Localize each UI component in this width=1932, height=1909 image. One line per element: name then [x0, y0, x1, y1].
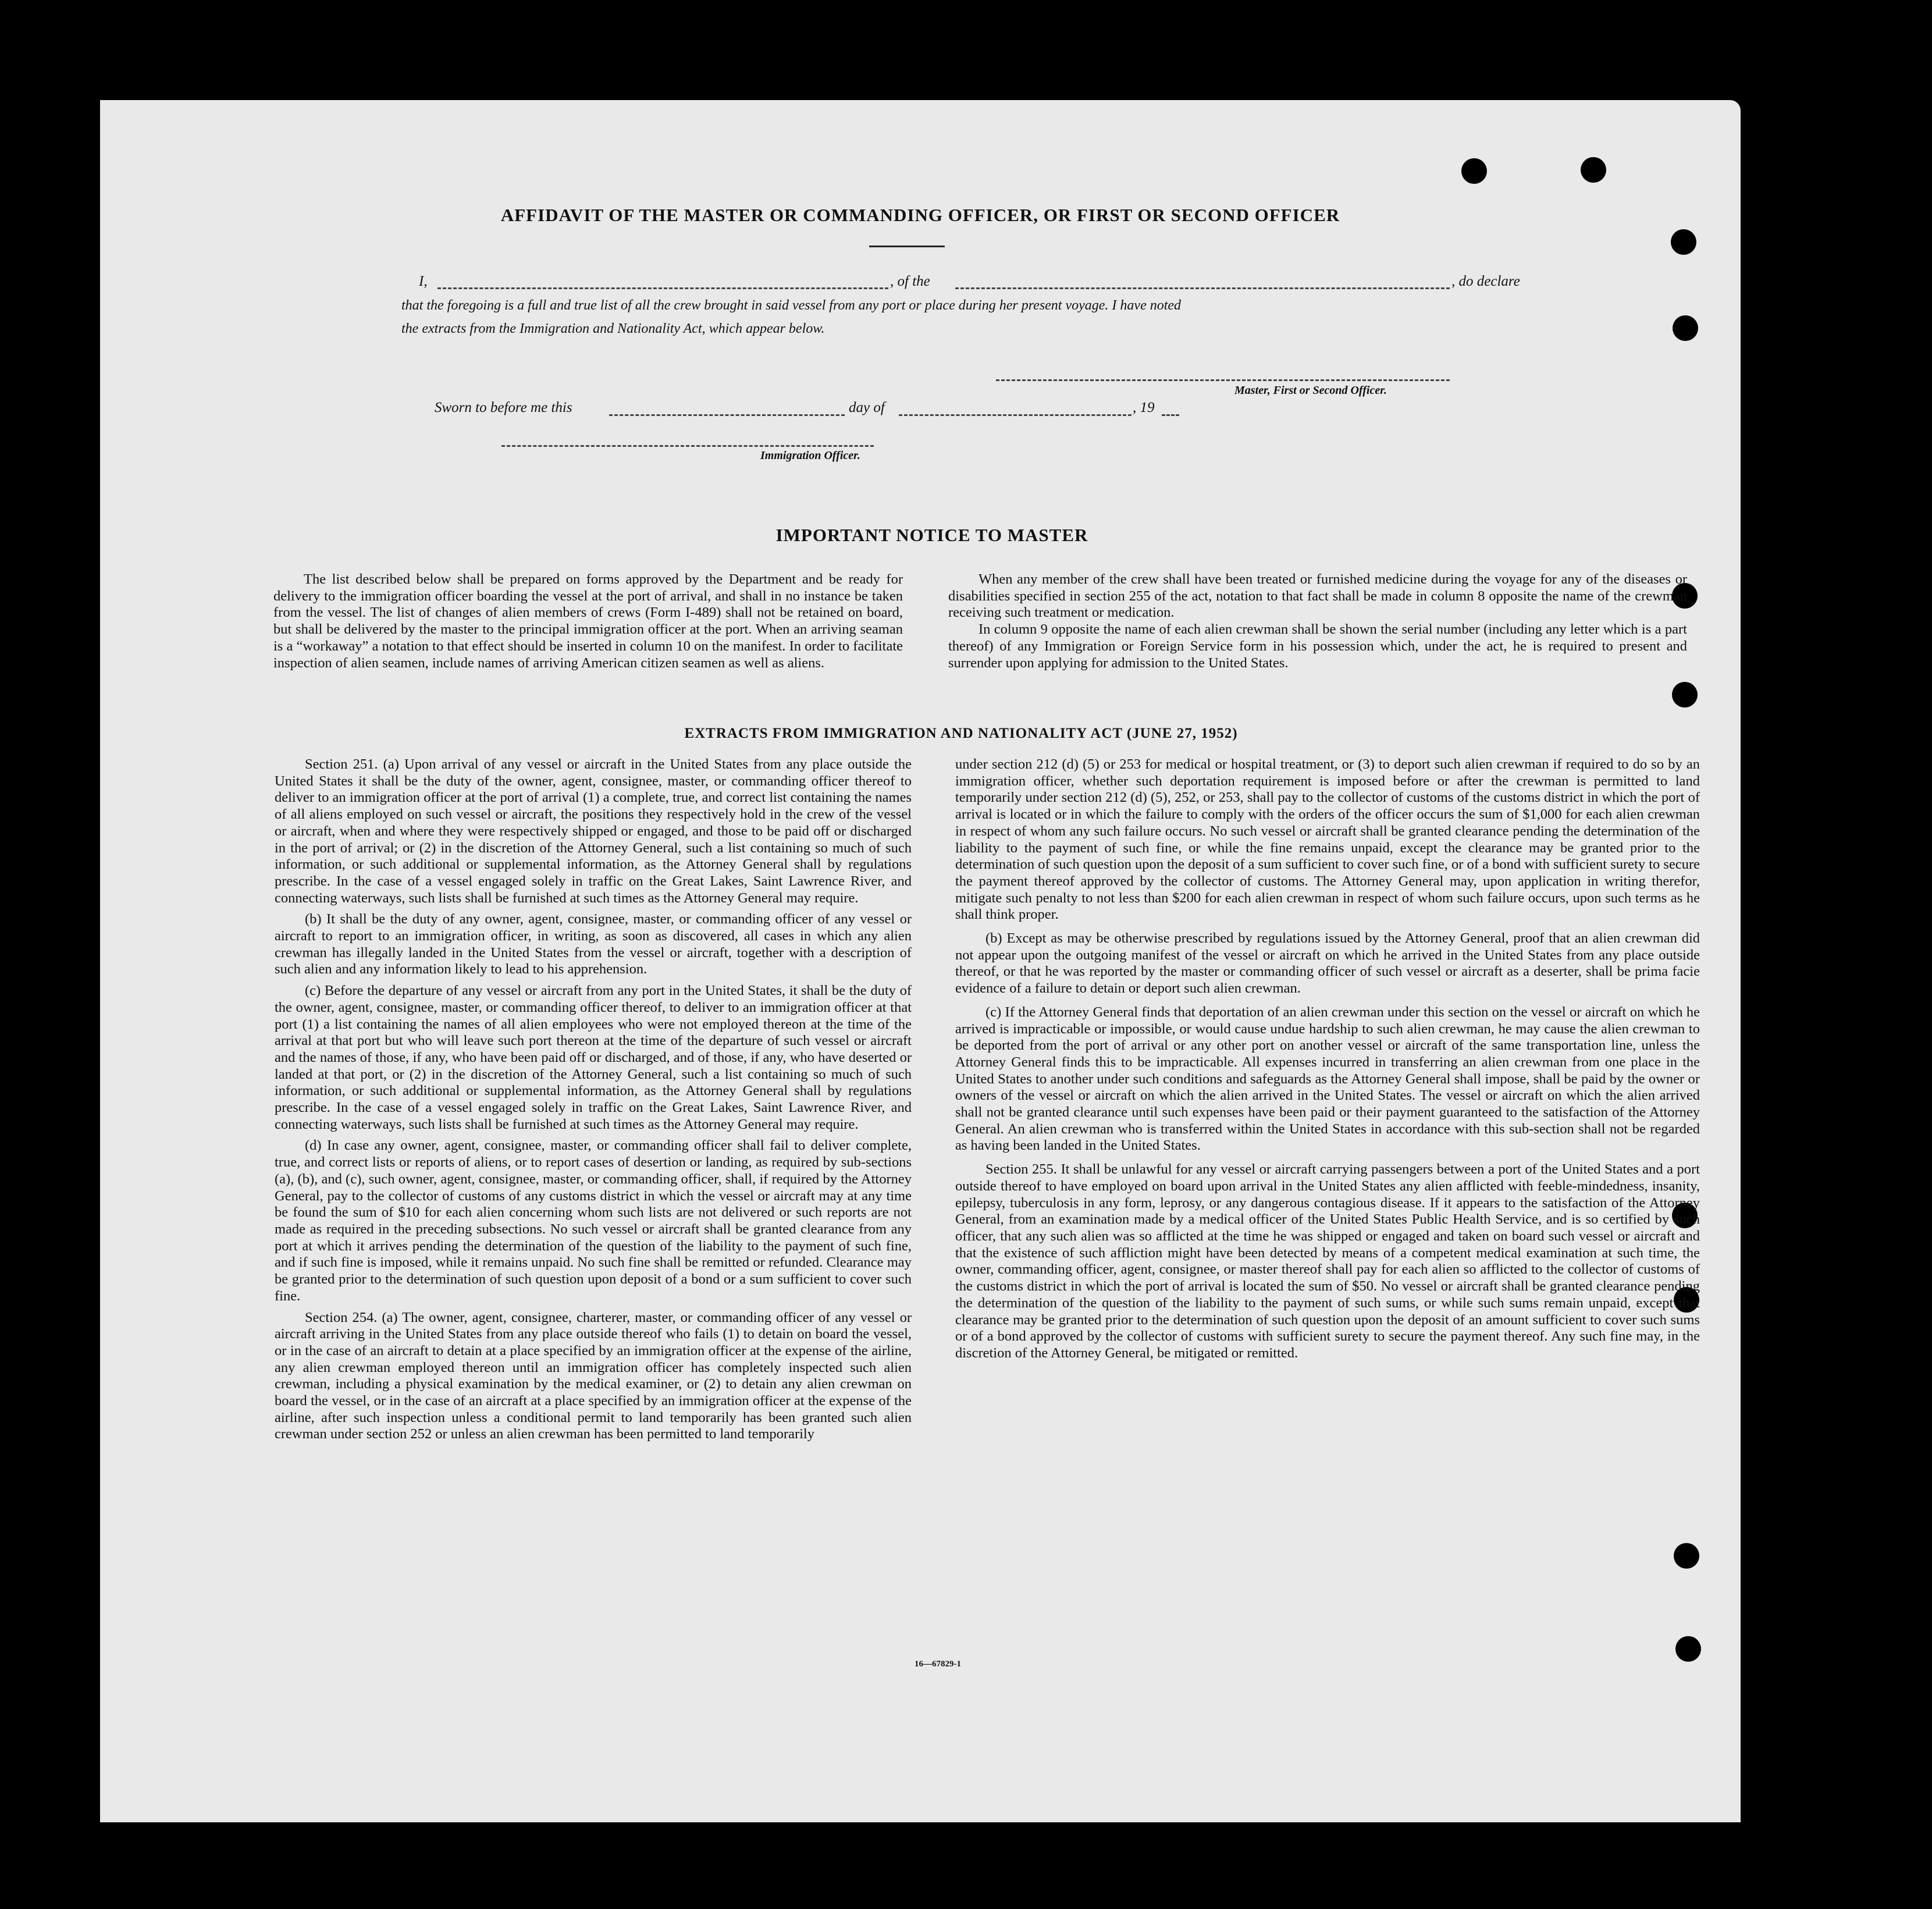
document-sheet	[100, 100, 1741, 1822]
extracts-title: EXTRACTS FROM IMMIGRATION AND NATIONALITY ACT (JUNE 27, 1952)	[684, 726, 1238, 741]
notice-right-column	[948, 571, 1687, 671]
extracts-left-column	[275, 756, 912, 1443]
section-251-c: (c) Before the departure of any vessel or aircraft from any port in the United States, it shall be the duty of the owner, agent, consignee, master, or commanding officer thereof, to deliver to an immigration officer at that port (1) a list containing the names of all alien employees who were not employed thereon at the time of the arrival at that port but who will leave such port thereon at the time of the departure of such vessel or aircraft and the names of those, if any, who have been paid off or discharged, and of those, if any, who have deserted or landed at that port, or (2) in the discretion of the Attorney General, such a list containing so much of such information, or such additional or supplemental information, as the Attorney General shall by regulations prescribe. In the case of a vessel engaged solely in traffic on the Great Lakes, Saint Lawrence River, and connecting waterways, such lists shall be furnished at such times as the Attorney General may require.	[275, 983, 912, 1132]
name-field[interactable]	[437, 287, 888, 289]
affidavit-title: AFFIDAVIT OF THE MASTER OR COMMANDING OFFICER, OR FIRST OR SECOND OFFICER	[500, 205, 1340, 225]
form-number: 16—67829-1	[915, 1659, 961, 1669]
affidavit-statement-line1: that the foregoing is a full and true list of all the crew brought in said vessel from any port or place during her present voyage. I have noted	[401, 298, 1182, 313]
sworn-label: Sworn to before me this	[435, 400, 572, 415]
sworn-day-field[interactable]	[609, 414, 845, 416]
notice-left-column	[273, 571, 903, 671]
sworn-month-field[interactable]	[899, 414, 1132, 416]
affidavit-of-the-label: , of the	[890, 273, 930, 289]
officer-signature-line[interactable]	[501, 445, 874, 447]
section-254-a: Section 254. (a) The owner, agent, consignee, charterer, master, or commanding officer of any vessel or aircraft arriving in the United States from any place outside thereof who fails (1) to detain on board the vessel, or in the case of an aircraft to detain at a place specified by an immigration officer at the expense of the airline, any alien crewman employed thereon until an immigration officer has completely inspected such alien crewman, including a physical examination by the medical examiner, or (2) to detain any alien crewman on board the vessel, or in the case of an aircraft at a place specified by an immigration officer at the expense of the airline, after such inspection unless a conditional permit to land temporarily has been granted such alien crewman under section 252 or unless an alien crewman has been permitted to land temporarily	[275, 1309, 912, 1442]
section-251-b: (b) It shall be the duty of any owner, agent, consignee, master, or commanding officer of any vessel or aircraft to report to an immigration officer, in writing, as soon as discovered, all cases in which any alien crewman has illegally landed in the United States from the vessel or aircraft, together with a description of such alien and any information likely to lead to his apprehension.	[275, 911, 912, 977]
vessel-field[interactable]	[955, 287, 1450, 289]
section-254-a-continued: under section 212 (d) (5) or 253 for medical or hospital treatment, or (3) to deport such alien crewman if required to do so by an immigration officer, whether such deportation requirement is imposed before or after the crewman is permitted to land temporarily under section 212 (d) (5), 252, or 253, shall pay to the collector of customs of the customs district in which the port of arrival is located or in which the failure to comply with the orders of the officer occurs the sum of $1,000 for each alien crewman in respect of whom any such failure occurs. No such vessel or aircraft shall be granted clearance pending the determination of the liability to the payment of such fine, or while the fine remains unpaid, except the clearance may be granted prior to the determination of such question upon the deposit of a sum sufficient to cover such fine, or of a bond with sufficient surety to secure the payment thereof approved by the collector of customs. The Attorney General may, upon application in writing therefor, mitigate such penalty to not less than $200 for each alien crewman in respect of whom such failure occurs, upon such terms as he shall think proper.	[955, 756, 1700, 923]
punch-hole	[1673, 315, 1698, 341]
notice-right-paragraph-2: In column 9 opposite the name of each alien crewman shall be shown the serial number (including any letter which is a part thereof) of any Immigration or Foreign Service form in his possession which, under the act, he is required to present and surrender upon applying for admission to the United States.	[948, 621, 1687, 671]
punch-hole	[1674, 1543, 1699, 1569]
section-251-d: (d) In case any owner, agent, consignee, master, or commanding officer shall fail to deliver complete, true, and correct lists or reports of aliens, or to report cases of desertion or landing, as required by sub-sections (a), (b), and (c), such owner, agent, consignee, master, or commanding officer, shall, if required by the Attorney General, pay to the collector of customs of any customs district in which the vessel or aircraft may at any time be found the sum of $10 for each alien concerning whom such lists are not delivered or such reports are not made as required in the preceding subsections. No such vessel or aircraft shall be granted clearance from any port at which it arrives pending the determination of the question of the liability to the payment of such fine, and if such fine is imposed, while it remains unpaid. No such fine shall be remitted or refunded. Clearance may be granted prior to the determination of such question upon deposit of a bond or a sum sufficient to cover such fine.	[275, 1137, 912, 1304]
affidavit-i-label: I,	[419, 273, 428, 289]
punch-hole	[1581, 157, 1606, 183]
master-signature-line[interactable]	[996, 379, 1450, 381]
affidavit-statement-line2: the extracts from the Immigration and Nationality Act, which appear below.	[401, 321, 825, 336]
punch-hole	[1672, 682, 1698, 708]
punch-hole	[1461, 158, 1487, 184]
affidavit-declare-label: , do declare	[1451, 273, 1520, 289]
section-251-a: Section 251. (a) Upon arrival of any vessel or aircraft in the United States from any place outside the United States it shall be the duty of the owner, agent, consignee, master, or commanding officer thereof to deliver to an immigration officer at the port of arrival (1) a complete, true, and correct list containing the names of all aliens employed on such vessel or aircraft, the positions they respectively hold in the crew of the vessel or aircraft, when and where they were respectively shipped or engaged, and those to be paid off or discharged in the port of arrival; or (2) in the discretion of the Attorney General, such a list containing so much of such information, or such additional or supplemental information, as the Attorney General shall by regulations prescribe. In the case of a vessel engaged solely in traffic on the Great Lakes, Saint Lawrence River, and connecting waterways, such lists shall be furnished at such times as the Attorney General may require.	[275, 756, 912, 906]
notice-right-paragraph-1: When any member of the crew shall have been treated or furnished medicine during the voyage for any of the diseases or disabilities specified in section 255 of the act, notation to that fact shall be made in column 8 opposite the name of the crewman receiving such treatment or medication.	[948, 571, 1687, 621]
title-rule	[869, 246, 945, 247]
notice-title: IMPORTANT NOTICE TO MASTER	[775, 525, 1088, 545]
notice-left-paragraph: The list described below shall be prepared on forms approved by the Department and be ready for delivery to the immigration officer boarding the vessel at the port of arrival, and shall in no instance be taken from the vessel. The list of changes of alien members of crews (Form I-489) shall not be retained on board, but shall be delivered by the master to the principal immigration officer at the port. When an arriving seaman is a “workaway” a notation to that effect should be inserted in column 10 on the manifest. In order to facilitate inspection of alien seamen, include names of arriving American citizen seamen as well as aliens.	[273, 571, 903, 671]
section-255: Section 255. It shall be unlawful for any vessel or aircraft carrying passengers between a port of the United States and a port outside thereof to have employed on board upon arrival in the United States any alien afflicted with feeble-mindedness, insanity, epilepsy, tuberculosis in any form, leprosy, or any dangerous contagious disease. If it appears to the satisfaction of the Attorney General, from an examination made by a medical officer of the United States Public Health Service, and is so certified by such officer, that any such alien was so afflicted at the time he was shipped or engaged and taken on board such vessel or aircraft and that the existence of such affliction might have been detected by means of a competent medical examination at such time, the owner, commanding officer, agent, consignee, or master thereof shall pay for each alien so afflicted to the collector of customs of the customs district in which the port of arrival is located the sum of $50. No vessel or aircraft shall be granted clearance pending the determination of the question of the liability to the payment of such sums, or while such sums remain unpaid, except that clearance may be granted prior to the determination of such question upon the deposit of an amount sufficient to cover such sums or of a bond approved by the collector of customs with sufficient surety to secure the payment thereof. Any such fine may, in the discretion of the Attorney General, be mitigated or remitted.	[955, 1161, 1700, 1361]
extracts-right-column	[955, 756, 1700, 1362]
year-label: , 19	[1133, 400, 1155, 415]
day-of-label: day of	[849, 400, 885, 415]
sworn-year-field[interactable]	[1162, 414, 1179, 416]
punch-hole	[1671, 229, 1696, 255]
section-254-b: (b) Except as may be otherwise prescribed by regulations issued by the Attorney General, proof that an alien crewman did not appear upon the outgoing manifest of the vessel or aircraft on which he arrived in the United States from any place outside thereof, or that he was reported by the master or commanding officer of such vessel or aircraft as a deserter, shall be prima facie evidence of a failure to detain or deport such alien crewman.	[955, 930, 1700, 997]
section-254-c: (c) If the Attorney General finds that deportation of an alien crewman under this section on the vessel or aircraft on which he arrived is impracticable or impossible, or would cause undue hardship to such alien crewman, he may cause the alien crewman to be deported from the port of arrival or any other port on another vessel or aircraft of the same transportation line, unless the Attorney General finds this to be impracticable. All expenses incurred in transferring an alien crewman from one place in the United States to another under such conditions and safeguards as the Attorney General shall impose, shall be paid by the owner or owners of the vessel or aircraft on which the alien arrived in the United States. The vessel or aircraft on which the alien arrived shall not be granted clearance until such expenses have been paid or their payment guaranteed to the satisfaction of the Attorney General. An alien crewman who is transferred within the United States in accordance with this sub-section shall not be regarded as having been landed in the United States.	[955, 1004, 1700, 1154]
punch-hole	[1675, 1636, 1701, 1662]
master-caption: Master, First or Second Officer.	[1234, 384, 1387, 397]
officer-caption: Immigration Officer.	[760, 449, 860, 462]
